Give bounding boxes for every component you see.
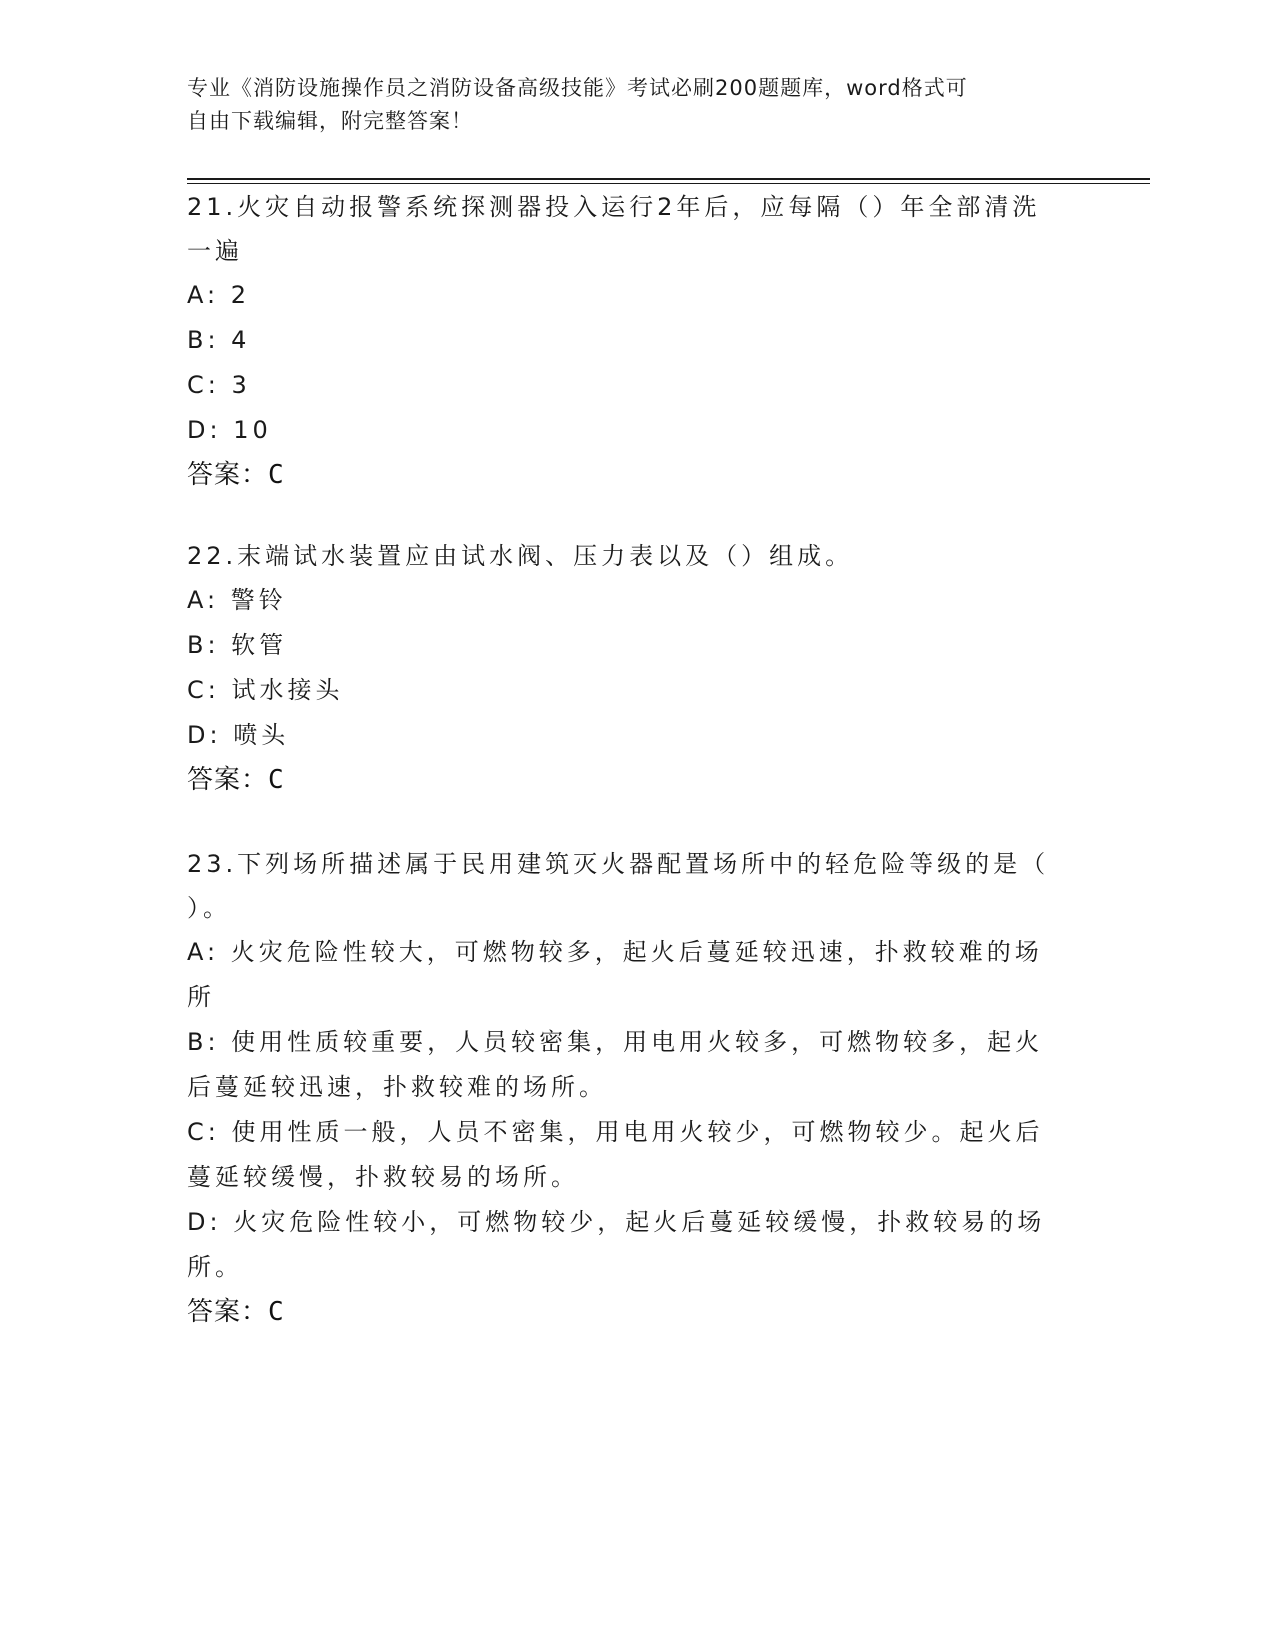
- question-stem-line: 一遍: [187, 237, 243, 265]
- question-stem-line: 23.下列场所描述属于民用建筑灭火器配置场所中的轻危险等级的是（: [187, 850, 1050, 878]
- option-d: D: 10: [187, 416, 272, 444]
- question-stem-line: 22.末端试水装置应由试水阀、压力表以及（）组成。: [187, 542, 854, 570]
- question-21: [187, 185, 1087, 497]
- answer-value: C: [268, 765, 285, 795]
- answer-line: [187, 453, 1087, 497]
- option-a: A: 警铃: [187, 586, 287, 614]
- header-line-1: 专业《消防设施操作员之消防设备高级技能》考试必刷200题题库，word格式可: [187, 76, 968, 100]
- answer-line: [187, 758, 1087, 802]
- document-header: [187, 72, 1067, 138]
- answer-label: 答案：: [187, 765, 269, 795]
- option-c: C: 试水接头: [187, 676, 344, 704]
- option-c: C: 使用性质一般，人员不密集，用电用火较少，可燃物较少。起火后: [187, 1118, 1044, 1146]
- option-b-continued: 后蔓延较迅速，扑救较难的场所。: [187, 1073, 607, 1101]
- option-c: C: 3: [187, 371, 251, 399]
- header-divider-thin: [187, 183, 1150, 184]
- header-divider-thick: [187, 178, 1150, 180]
- question-22: [187, 534, 1087, 802]
- option-d-continued: 所。: [187, 1253, 243, 1281]
- option-a: A: 火灾危险性较大，可燃物较多，起火后蔓延较迅速，扑救较难的场: [187, 938, 1043, 966]
- answer-label: 答案：: [187, 460, 269, 490]
- answer-line: [187, 1290, 1087, 1334]
- question-stem-line: ）。: [187, 894, 231, 922]
- answer-value: C: [268, 1297, 285, 1327]
- option-b: B: 4: [187, 326, 251, 354]
- option-c-continued: 蔓延较缓慢，扑救较易的场所。: [187, 1163, 579, 1191]
- question-stem-line: 21.火灾自动报警系统探测器投入运行2年后，应每隔（）年全部清洗: [187, 193, 1041, 221]
- option-d: D: 火灾危险性较小，可燃物较少，起火后蔓延较缓慢，扑救较易的场: [187, 1208, 1046, 1236]
- option-b: B: 软管: [187, 631, 288, 659]
- answer-label: 答案：: [187, 1297, 269, 1327]
- option-a-continued: 所: [187, 983, 215, 1011]
- option-d: D: 喷头: [187, 721, 290, 749]
- option-b: B: 使用性质较重要，人员较密集，用电用火较多，可燃物较多，起火: [187, 1028, 1044, 1056]
- header-line-2: 自由下载编辑，附完整答案！: [187, 109, 473, 133]
- option-a: A: 2: [187, 281, 250, 309]
- answer-value: C: [268, 460, 285, 490]
- question-23: [187, 842, 1087, 1334]
